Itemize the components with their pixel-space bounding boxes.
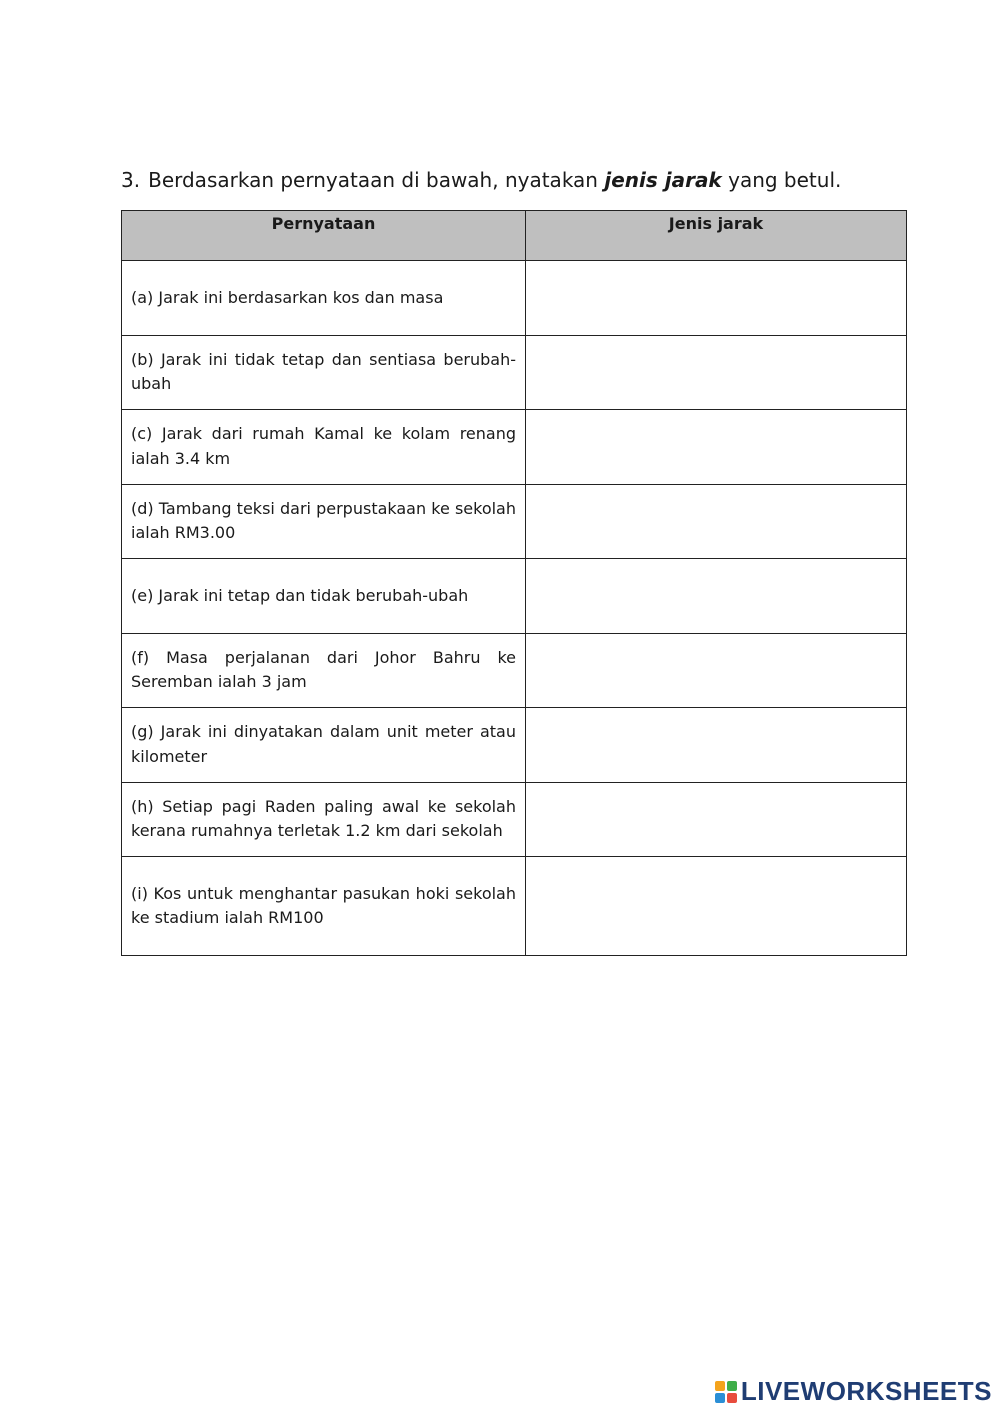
header-jenis-jarak: Jenis jarak [526, 211, 907, 261]
table-row [122, 857, 907, 956]
table-row [122, 261, 907, 336]
table-row [122, 335, 907, 410]
statement-i: (i) Kos untuk menghantar pasukan hoki sekolah ke stadium ialah RM100 [122, 857, 526, 956]
answer-field-c[interactable] [526, 410, 907, 485]
liveworksheets-brand [715, 1376, 992, 1407]
logo-square-1 [715, 1381, 725, 1391]
answer-table [121, 210, 907, 956]
answer-field-b[interactable] [526, 335, 907, 410]
answer-field-f[interactable] [526, 633, 907, 708]
answer-field-h[interactable] [526, 782, 907, 857]
table-row [122, 708, 907, 783]
statement-a: (a) Jarak ini berdasarkan kos dan masa [122, 261, 526, 336]
table-row [122, 410, 907, 485]
answer-field-g[interactable] [526, 708, 907, 783]
statement-h: (h) Setiap pagi Raden paling awal ke sekolah kerana rumahnya terletak 1.2 km dari sekolah [122, 782, 526, 857]
brand-wordmark: LIVEWORKSHEETS [740, 1376, 992, 1406]
table-row [122, 633, 907, 708]
question-text-after: yang betul. [721, 168, 842, 192]
logo-square-2 [727, 1381, 737, 1391]
statement-b: (b) Jarak ini tidak tetap dan sentiasa berubah-ubah [122, 335, 526, 410]
table-header-row [122, 211, 907, 261]
statement-e: (e) Jarak ini tetap dan tidak berubah-ubah [122, 559, 526, 634]
table-row [122, 782, 907, 857]
statement-d: (d) Tambang teksi dari perpustakaan ke sekolah ialah RM3.00 [122, 484, 526, 559]
question-number: 3. [121, 168, 141, 192]
answer-field-i[interactable] [526, 857, 907, 956]
logo-square-4 [727, 1393, 737, 1403]
statement-f: (f) Masa perjalanan dari Johor Bahru ke Seremban ialah 3 jam [122, 633, 526, 708]
liveworksheets-logo-icon [715, 1381, 737, 1403]
table-row [122, 484, 907, 559]
logo-square-3 [715, 1393, 725, 1403]
answer-field-e[interactable] [526, 559, 907, 634]
question-emphasis: jenis jarak [604, 168, 722, 192]
answer-field-a[interactable] [526, 261, 907, 336]
header-pernyataan: Pernyataan [122, 211, 526, 261]
question-prompt [121, 166, 841, 194]
statement-c: (c) Jarak dari rumah Kamal ke kolam renang ialah 3.4 km [122, 410, 526, 485]
statement-g: (g) Jarak ini dinyatakan dalam unit meter atau kilometer [122, 708, 526, 783]
answer-field-d[interactable] [526, 484, 907, 559]
question-text-before: Berdasarkan pernyataan di bawah, nyatakan [148, 168, 605, 192]
table-row [122, 559, 907, 634]
